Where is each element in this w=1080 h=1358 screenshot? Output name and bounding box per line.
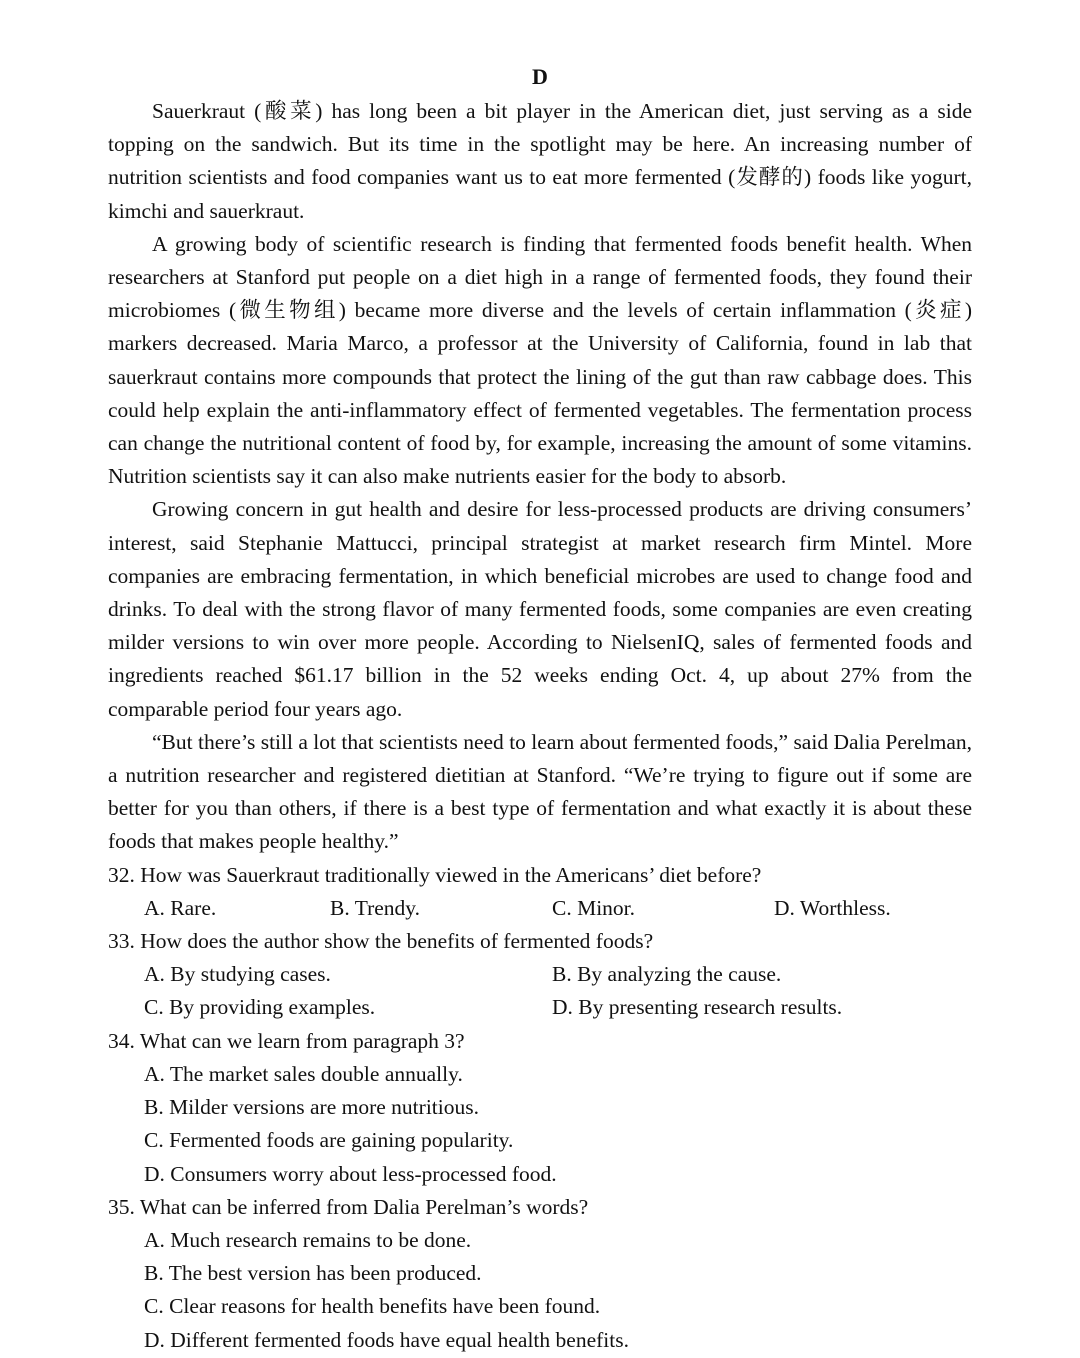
option-b: B. The best version has been produced. bbox=[144, 1261, 482, 1286]
option-c: C. Fermented foods are gaining popularity. bbox=[144, 1128, 514, 1153]
option-b: B. Milder versions are more nutritious. bbox=[144, 1095, 479, 1120]
option-d: D. Consumers worry about less-processed food. bbox=[144, 1161, 557, 1186]
option-c: C. Clear reasons for health benefits have been found. bbox=[144, 1294, 601, 1319]
question-33 bbox=[108, 925, 972, 1025]
question-stem: 32. How was Sauerkraut traditionally viewed in the Americans’ diet before? bbox=[108, 862, 762, 887]
option-b: B. By analyzing the cause. bbox=[552, 962, 782, 987]
question-34 bbox=[108, 1025, 972, 1191]
option-b: B. Trendy. bbox=[330, 895, 421, 920]
paragraph-4: “But there’s still a lot that scientists need to learn about fermented foods,” said Dalia Perelman, a nutrition researcher and registered dietitian at Stanford. “We’re trying to figure out if some are better for you than others, if there is a best type of fermentation and what exactly it is about these foods that makes people healthy.” bbox=[108, 729, 972, 854]
option-a: A. Rare. bbox=[144, 895, 217, 920]
option-a: A. The market sales double annually. bbox=[144, 1061, 463, 1086]
question-stem: 34. What can we learn from paragraph 3? bbox=[108, 1028, 465, 1053]
question-32 bbox=[108, 859, 972, 925]
section-heading: D bbox=[532, 64, 548, 89]
paragraph-1: Sauerkraut (酸菜) has long been a bit player in the American diet, just serving as a side topping on the sandwich. But its time in the spotlight may be here. An increasing number of nutrition scientists and food companies want us to eat more fermented (发酵的) foods like yogurt, kimchi and sauerkraut. bbox=[108, 99, 972, 223]
paragraph-2: A growing body of scientific research is finding that fermented foods benefit health. When researchers at Stanford put people on a diet high in a range of fermented foods, they found their microbiomes (微生物组) became more diverse and the levels of certain inflammation (炎症) markers decreased. Maria Marco, a professor at the University of California, found in lab that sauerkraut contains more compounds that protect the lining of the gut than raw cabbage does. This could help explain the anti-inflammatory effect of fermented vegetables. The fermentation process can change the nutritional content of food by, for example, increasing the amount of some vitamins. Nutrition scientists say it can also make nutrients easier for the body to absorb. bbox=[108, 231, 972, 489]
option-a: A. Much research remains to be done. bbox=[144, 1227, 472, 1252]
option-d: D. By presenting research results. bbox=[552, 995, 843, 1020]
options-row bbox=[108, 958, 972, 991]
option-a: A. By studying cases. bbox=[144, 962, 331, 987]
option-c: C. By providing examples. bbox=[144, 995, 376, 1020]
reading-passage-page bbox=[108, 62, 972, 1357]
options-row bbox=[108, 892, 972, 925]
options-row bbox=[108, 991, 972, 1024]
question-stem: 33. How does the author show the benefits of fermented foods? bbox=[108, 929, 654, 954]
question-stem: 35. What can be inferred from Dalia Perelman’s words? bbox=[108, 1194, 589, 1219]
option-d: D. Worthless. bbox=[774, 895, 891, 920]
paragraph-3: Growing concern in gut health and desire for less-processed products are driving consumers’ interest, said Stephanie Mattucci, principal strategist at market research firm Mintel. More companies are embracing fermentation, in which beneficial microbes are used to change food and drinks. To deal with the strong flavor of many fermented foods, some companies are even creating milder versions to win over more people. According to NielsenIQ, sales of fermented foods and ingredients reached $61.17 billion in the 52 weeks ending Oct. 4, up about 27% from the comparable period four years ago. bbox=[108, 497, 972, 721]
question-35 bbox=[108, 1191, 972, 1357]
option-d: D. Different fermented foods have equal health benefits. bbox=[144, 1327, 629, 1352]
option-c: C. Minor. bbox=[552, 895, 636, 920]
